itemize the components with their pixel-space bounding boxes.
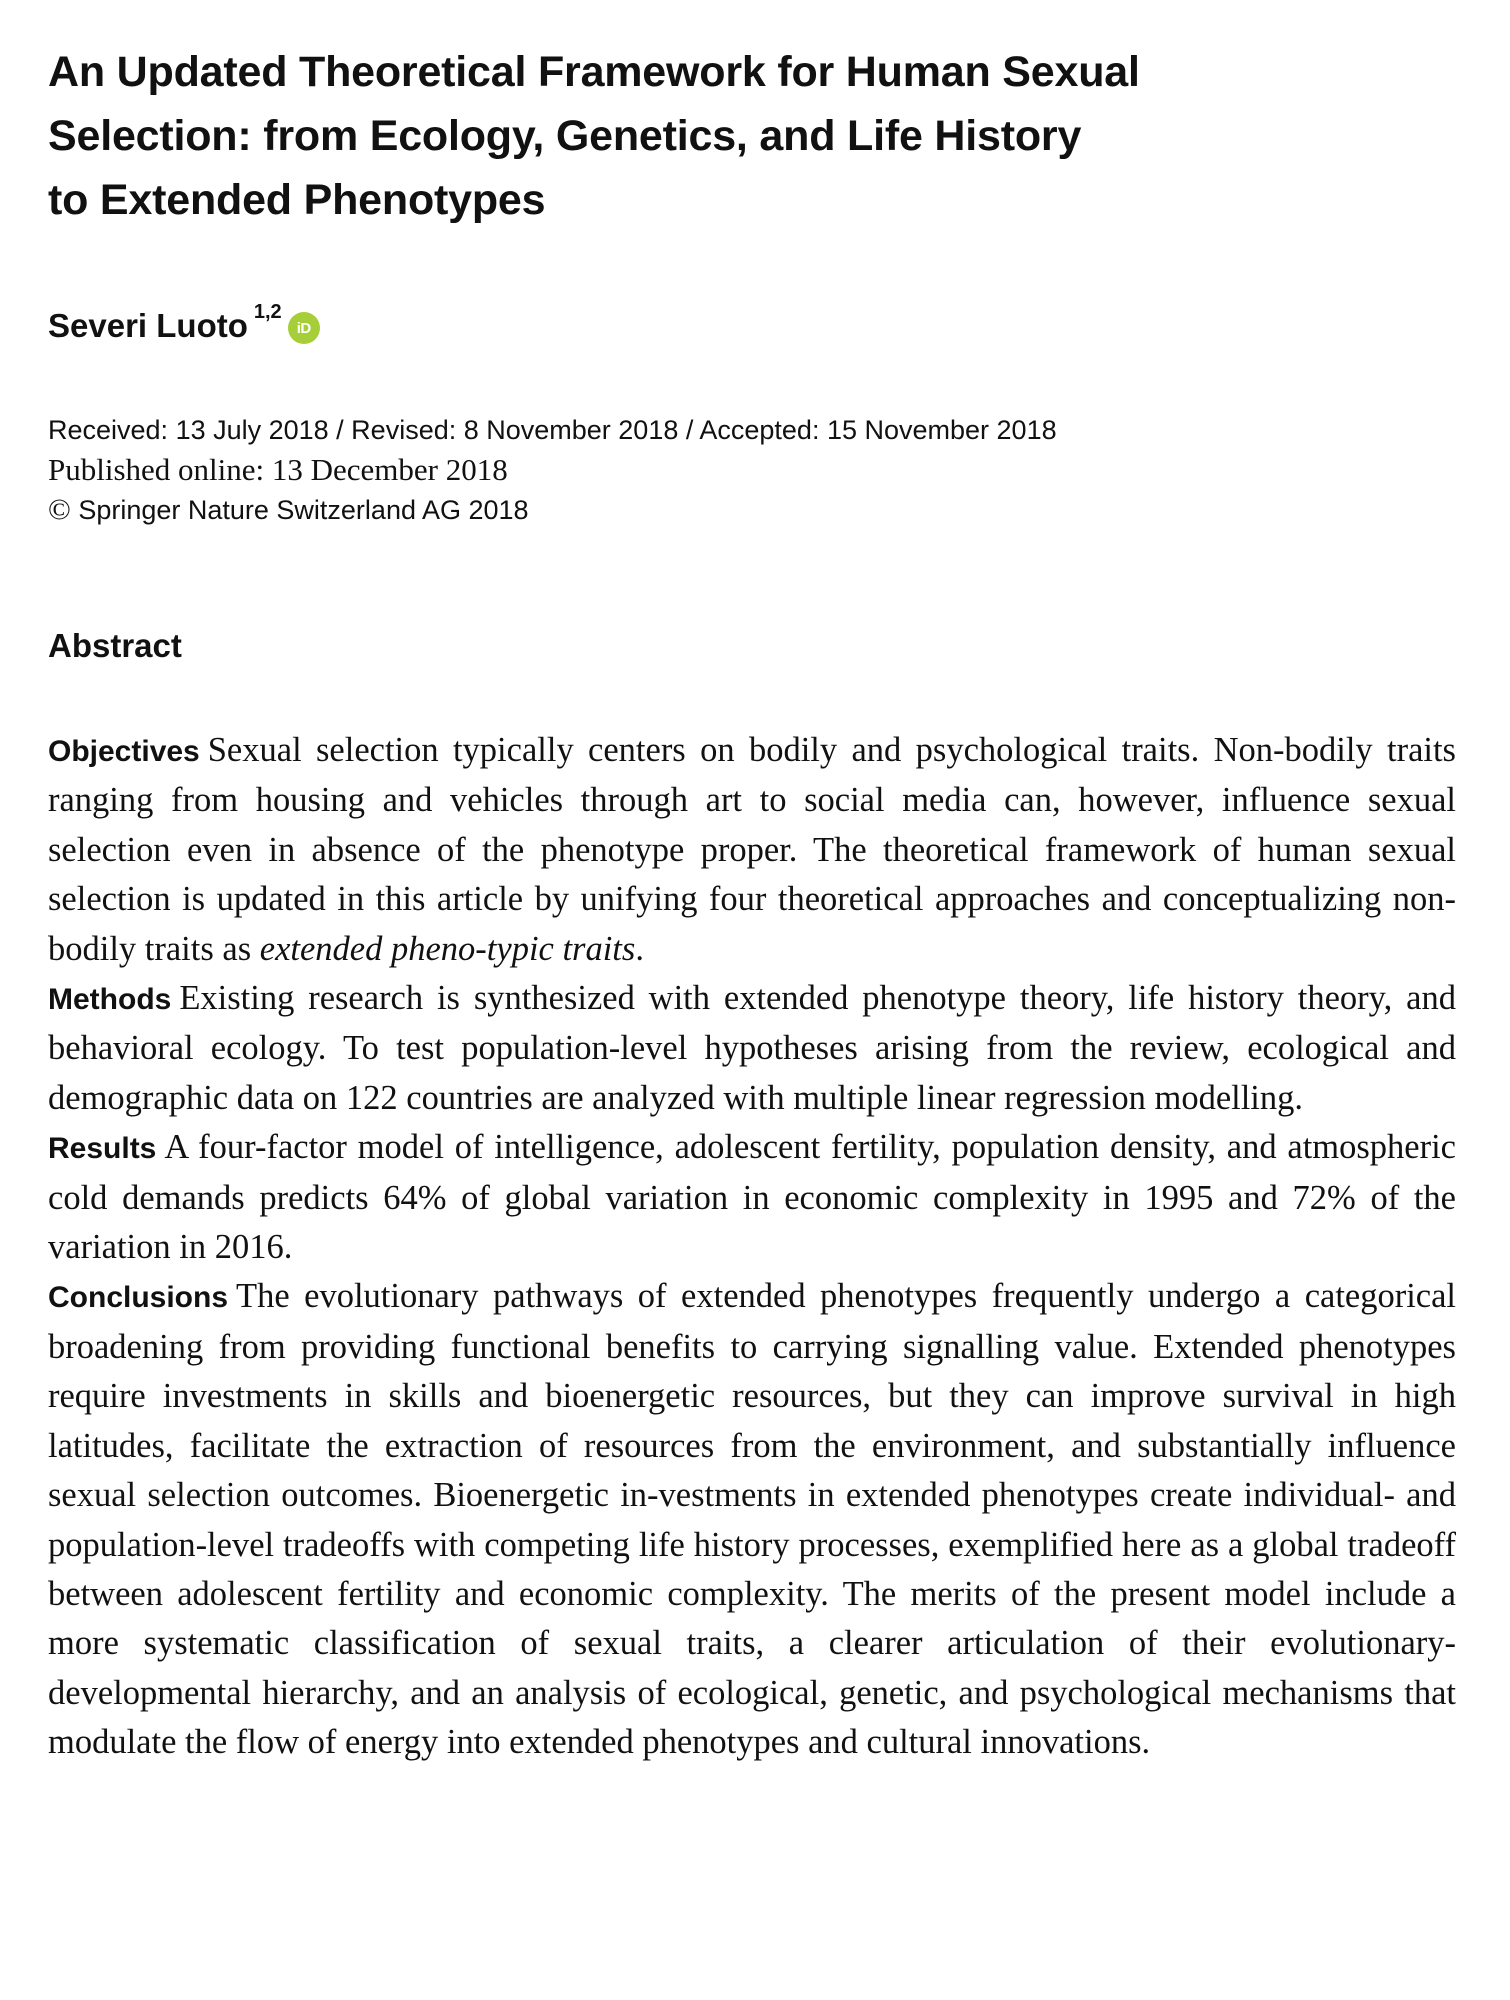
copyright-line xyxy=(48,490,1456,530)
title-line-1: An Updated Theoretical Framework for Human Sexual xyxy=(48,48,1140,96)
article-history: Received: 13 July 2018 / Revised: 8 November 2018 / Accepted: 15 November 2018 xyxy=(48,415,1057,445)
title-line-3: to Extended Phenotypes xyxy=(48,176,546,224)
objectives-end: . xyxy=(635,929,644,968)
orcid-icon[interactable]: iD xyxy=(288,312,320,344)
methods-label: Methods xyxy=(48,983,172,1017)
published-online: Published online: 13 December 2018 xyxy=(48,452,508,487)
article-dates xyxy=(48,410,1456,530)
abstract-objectives xyxy=(48,726,1456,974)
paper-first-page xyxy=(48,40,1456,1768)
paper-title xyxy=(48,40,1348,232)
abstract-body xyxy=(48,726,1456,1768)
author-affiliation-marks: 1,2 xyxy=(253,301,282,323)
copyright-icon: © xyxy=(48,493,71,526)
title-line-2: Selection: from Ecology, Genetics, and Life History xyxy=(48,112,1082,160)
author-line xyxy=(48,302,1456,350)
abstract-heading: Abstract xyxy=(48,627,182,664)
results-text: A four-factor model of intelligence, adolescent fertility, population density, and atmospheric cold demands predicts 64% of global variation in economic complexity in 1995 and 72% of the variation in 2016. xyxy=(48,1128,1456,1267)
abstract-results xyxy=(48,1123,1456,1272)
abstract-methods xyxy=(48,974,1456,1123)
abstract-conclusions xyxy=(48,1272,1456,1767)
methods-text: Existing research is synthesized with extended phenotype theory, life history theory, and behavioral ecology. To test population-level hypotheses arising from the review, ecological and demographic data on 122 countries are analyzed with multiple linear regression modelling. xyxy=(48,979,1456,1117)
objectives-text: Sexual selection typically centers on bodily and psychological traits. Non-bodily traits ranging from housing and vehicles through art to social media can, however, influence sexual selection even in absence of the phenotype proper. The theoretical framework of human sexual selection is updated in this article by unifying four theoretical approaches and conceptualizing non-bodily traits as xyxy=(48,731,1456,968)
conclusions-label: Conclusions xyxy=(48,1281,229,1315)
objectives-label: Objectives xyxy=(48,735,200,768)
objectives-italic-term: extended pheno-typic traits xyxy=(259,929,636,968)
conclusions-text: The evolutionary pathways of extended phenotypes frequently undergo a categorical broadening from providing functional benefits to carrying signalling value. Extended phenotypes require investments in skills and bioenergetic resources, but they can improve survival in high latitudes, facilitate the extraction of resources from the environment, and substantially influence sexual selection outcomes. Bioenergetic in-vestments in extended phenotypes create individual- and population-level tradeoffs with competing life history processes, exemplified here as a global tradeoff between adolescent fertility and economic complexity. The merits of the present model include a more systematic classification of sexual traits, a clearer articulation of their evolutionary-developmental hierarchy, and an analysis of ecological, genetic, and psychological mechanisms that modulate the flow of energy into extended phenotypes and cultural innovations. xyxy=(48,1277,1456,1762)
copyright-holder: Springer Nature Switzerland AG 2018 xyxy=(78,495,529,525)
results-label: Results xyxy=(48,1132,157,1166)
author-name: Severi Luoto xyxy=(48,307,248,344)
